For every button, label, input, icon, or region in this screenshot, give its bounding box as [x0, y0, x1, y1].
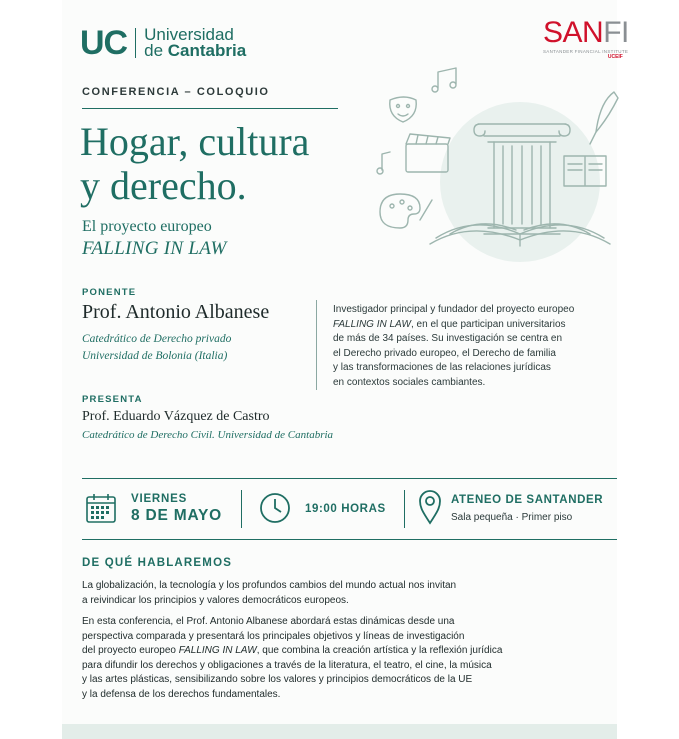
column-book-illustration: [370, 62, 630, 262]
sanfi-mark-grey: FI: [603, 16, 629, 49]
speaker-role-line-1: Catedrático de Derecho privado: [82, 333, 232, 345]
uc-line2-prefix: de: [144, 41, 168, 60]
subtitle: El proyecto europeo: [82, 218, 212, 235]
speaker-role-line-2: Universidad de Bolonia (Italia): [82, 350, 228, 362]
p2-line-3-post: , que combina la creación artística y la reflexión jurídica: [256, 645, 503, 656]
event-separator-2: [404, 490, 405, 528]
uc-line2-bold: Cantabria: [167, 41, 247, 60]
speaker-bio: [333, 303, 608, 390]
p2-project-name: FALLING IN LAW: [178, 645, 257, 656]
event-date: 8 DE MAYO: [131, 507, 223, 524]
paragraph-1: [82, 579, 602, 608]
uc-mark: UC: [80, 24, 128, 62]
event-room: Sala pequeña · Primer piso: [451, 512, 573, 523]
speaker-name: Prof. Antonio Albanese: [82, 301, 270, 323]
bio-line-2-rest: , en el que participan universitarios: [410, 318, 566, 330]
kicker: CONFERENCIA – COLOQUIO: [82, 86, 270, 98]
sanfi-mark: [543, 18, 629, 48]
p2-line-1: En esta conferencia, el Prof. Antonio Albanese abordará estas dinámicas desde una: [82, 616, 455, 627]
calendar-icon: [84, 491, 118, 525]
event-time: 19:00 HORAS: [305, 503, 386, 515]
p1-line-2: a reivindicar los principios y valores democráticos europeos.: [82, 594, 349, 606]
event-separator-1: [241, 490, 242, 528]
p2-line-4: para difundir los derechos y obligaciones a través de la literatura, el teatro, el cine, la música: [82, 659, 492, 671]
p1-line-1: La globalización, la tecnología y los profundos cambios del mundo actual nos invitan: [82, 580, 457, 591]
sanfi-subtitle: SANTANDER FINANCIAL INSTITUTE: [543, 49, 629, 54]
bio-line-4: el Derecho privado europeo, el Derecho de familia: [333, 347, 556, 359]
subtitle-italic: FALLING IN LAW: [82, 238, 227, 259]
logo-divider: [135, 28, 136, 58]
bottom-band: [62, 724, 617, 739]
sanfi-logo: [543, 18, 629, 60]
bio-line-5: y las transformaciones de las relaciones jurídicas: [333, 362, 551, 373]
p2-line-2: perspectiva comparada y presentará los principales objetivos y líneas de investigación: [82, 630, 465, 642]
presenta-label: PRESENTA: [82, 394, 143, 405]
p2-line-3: [82, 644, 602, 659]
sanfi-mark-red: SAN: [543, 16, 604, 49]
p2-line-6: y la defensa de los derechos fundamentales.: [82, 688, 281, 700]
sanfi-subtitle-2: UCEIF: [607, 54, 623, 60]
title-line-2: y derecho.: [80, 163, 247, 208]
location-pin-icon: [418, 489, 442, 525]
bio-line-1: Investigador principal y fundador del proyecto europeo: [333, 304, 575, 315]
p2-line-5: y las artes plásticas, sensibilizando sobre los valores y principios democráticos de la UE: [82, 674, 473, 685]
title-line-1: Hogar, cultura: [80, 119, 310, 164]
presenter-name: Prof. Eduardo Vázquez de Castro: [82, 409, 270, 424]
bio-line-2: [333, 318, 608, 333]
uc-line1: Universidad: [144, 25, 234, 44]
uc-logo: [80, 26, 246, 60]
bio-line-6: en contextos sociales cambiantes.: [333, 376, 486, 388]
kicker-underline: [82, 108, 338, 109]
page-title: [80, 120, 309, 208]
presenter-role: Catedrático de Derecho Civil. Universidad de Cantabria: [82, 429, 334, 441]
bio-project-name: FALLING IN LAW: [333, 318, 411, 330]
event-place: ATENEO DE SANTANDER: [451, 494, 604, 506]
event-day: VIERNES: [131, 493, 188, 505]
uc-wordmark: [144, 27, 246, 59]
section-title: DE QUÉ HABLAREMOS: [82, 557, 233, 569]
clock-icon: [258, 491, 292, 525]
bio-line-3: de más de 34 países. Su investigación se centra en: [333, 333, 563, 344]
paragraph-2: [82, 615, 602, 702]
bio-divider: [316, 300, 317, 390]
event-divider-top: [82, 478, 617, 479]
p2-line-3-pre: del proyecto europeo: [82, 645, 179, 656]
speaker-role: [82, 331, 231, 365]
event-divider-bottom: [82, 539, 617, 540]
ponente-label: PONENTE: [82, 287, 137, 298]
